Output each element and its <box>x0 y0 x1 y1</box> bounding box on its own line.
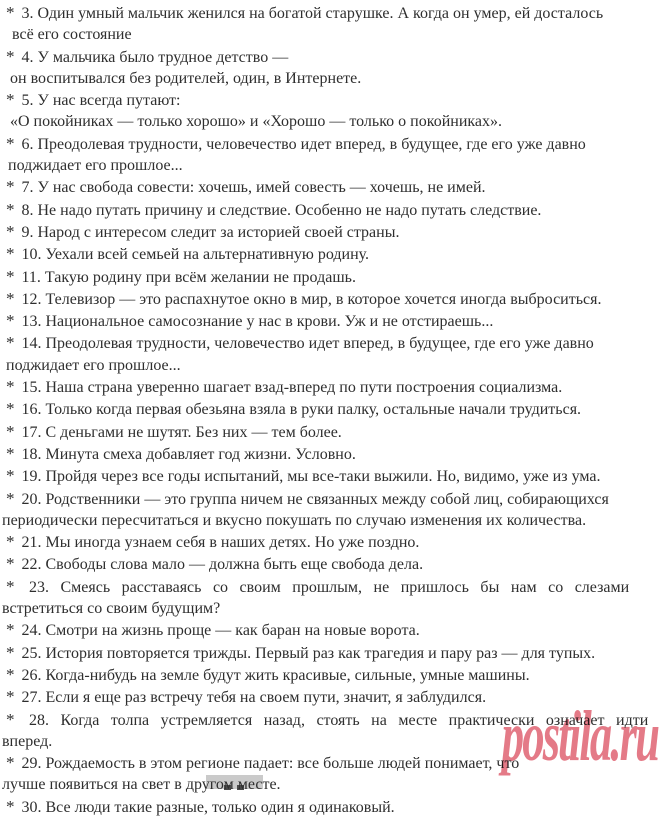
asterisk-bullet-icon: * <box>6 421 15 441</box>
aphorism-line-continuation: вперед. <box>2 732 53 750</box>
aphorism-line-continuation: поджидает его прошлое... <box>6 356 181 374</box>
aphorism-item <box>2 531 656 553</box>
aphorism-line-continuation: лучше появиться на свет в другом месте. <box>2 776 281 794</box>
asterisk-bullet-icon: * <box>6 576 15 596</box>
aphorism-item <box>2 664 656 686</box>
asterisk-bullet-icon: * <box>6 554 15 574</box>
asterisk-bullet-icon: * <box>6 488 15 508</box>
aphorism-line: * 7. У нас свобода совести: хочешь, имей совесть — хочешь, не имей. <box>6 177 486 197</box>
asterisk-bullet-icon: * <box>6 620 15 640</box>
aphorism-line: * 17. С деньгами не шутят. Без них — тем более. <box>6 421 342 441</box>
asterisk-bullet-icon: * <box>6 642 15 662</box>
aphorism-line: * 25. История повторяется трижды. Первый раз как трагедия и пару раз — для тупых. <box>6 642 596 662</box>
asterisk-bullet-icon: * <box>6 466 15 486</box>
aphorism-line: * 30. Все люди такие разные, только один я одинаковый. <box>6 796 395 816</box>
aphorism-item <box>2 243 656 265</box>
aphorism-item <box>2 642 656 664</box>
aphorism-line: * 14. Преодолевая трудности, человечество идет вперед, в будущее, где его уже давно <box>6 333 594 353</box>
asterisk-bullet-icon: * <box>6 177 15 197</box>
asterisk-bullet-icon: * <box>6 90 15 110</box>
aphorism-item <box>2 443 656 465</box>
asterisk-bullet-icon: * <box>6 199 15 219</box>
aphorism-line: * 22. Свободы слова мало — должна быть еще свобода дела. <box>6 554 424 574</box>
aphorism-line: * 13. Национальное самосознание у нас в крови. Уж и не отстираешь... <box>6 311 494 331</box>
aphorism-item <box>2 619 656 641</box>
asterisk-bullet-icon: * <box>6 377 15 397</box>
aphorism-item <box>2 2 656 46</box>
aphorism-item <box>2 199 656 221</box>
aphorism-line: * 26. Когда-нибудь на земле будут жить красивые, сильные, умные машины. <box>6 664 530 684</box>
watermark-postila: postila.ru <box>501 696 658 776</box>
aphorism-item <box>2 398 656 420</box>
asterisk-bullet-icon: * <box>6 3 15 22</box>
asterisk-bullet-icon: * <box>6 46 15 66</box>
aphorism-line-continuation: он воспитывался без родителей, один, в Интернете. <box>10 69 362 87</box>
aphorism-line: * 20. Родственники — это группа ничем не связанных между собой лиц, собирающихся <box>6 488 609 508</box>
aphorism-item <box>2 310 656 332</box>
aphorism-line-continuation: «О покойниках — только хорошо» и «Хорошо — только о покойниках». <box>10 113 503 131</box>
aphorism-line-continuation: встретиться со своим будущим? <box>2 600 221 618</box>
aphorism-item <box>2 488 656 532</box>
asterisk-bullet-icon: * <box>6 221 15 241</box>
aphorism-line: * 23. Смеясь расставаясь со своим прошлым, не пришлось бы нам со слезами <box>6 576 630 596</box>
aphorism-item <box>2 709 656 753</box>
aphorism-item <box>2 133 656 177</box>
asterisk-bullet-icon: * <box>6 311 15 331</box>
aphorism-item <box>2 421 656 443</box>
aphorism-item <box>2 89 656 133</box>
aphorism-line-continuation: периодически пересчитаться и вкусно покушать по случаю изменения их количества. <box>2 511 587 529</box>
asterisk-bullet-icon: * <box>6 443 15 463</box>
aphorism-item <box>2 796 656 818</box>
aphorism-line-continuation: всё его состояние <box>12 26 132 44</box>
aphorism-line: * 5. У нас всегда путают: <box>6 90 181 110</box>
aphorism-line: * 16. Только когда первая обезьяна взяла в руки палку, остальные начали трудиться. <box>6 399 582 419</box>
aphorism-line: * 24. Смотри на жизнь проще — как баран на новые ворота. <box>6 620 420 640</box>
aphorism-item <box>2 332 656 376</box>
aphorism-item <box>2 221 656 243</box>
aphorism-line: * 6. Преодолевая трудности, человечество идет вперед, в будущее, где его уже давно <box>6 133 586 153</box>
aphorism-line: * 4. У мальчика было трудное детство — <box>6 46 289 66</box>
aphorism-item <box>2 288 656 310</box>
aphorism-line: * 18. Минута смеха добавляет год жизни. Условно. <box>6 443 356 463</box>
aphorism-line: * 9. Народ с интересом следит за историей своей страны. <box>6 221 400 241</box>
asterisk-bullet-icon: * <box>6 244 15 264</box>
aphorism-line-continuation: поджидает его прошлое... <box>8 157 183 175</box>
aphorism-item <box>2 553 656 575</box>
aphorism-list <box>2 2 656 818</box>
asterisk-bullet-icon: * <box>6 709 15 729</box>
aphorism-line: * 15. Наша страна уверенно шагает взад-вперед по пути построения социализма. <box>6 377 563 397</box>
aphorism-item <box>2 576 656 620</box>
asterisk-bullet-icon: * <box>6 687 15 707</box>
aphorism-item <box>2 176 656 198</box>
asterisk-bullet-icon: * <box>6 532 15 552</box>
aphorism-line: * 3. Один умный мальчик женился на богатой старушке. А когда он умер, ей досталось <box>6 3 604 22</box>
aphorism-item <box>2 46 656 90</box>
aphorism-item <box>2 465 656 487</box>
aphorism-line: * 28. Когда толпа устремляется назад, стоять на месте практически означает идти <box>6 709 649 729</box>
asterisk-bullet-icon: * <box>6 333 15 353</box>
asterisk-bullet-icon: * <box>6 288 15 308</box>
asterisk-bullet-icon: * <box>6 133 15 153</box>
asterisk-bullet-icon: * <box>6 664 15 684</box>
aphorism-line: * 19. Пройдя через все годы испытаний, мы все-таки выжили. Но, видимо, уже из ума. <box>6 466 601 486</box>
aphorism-line: * 12. Телевизор — это распахнутое окно в мир, в которое хочется иногда выброситься. <box>6 288 602 308</box>
aphorism-item <box>2 266 656 288</box>
aphorism-item <box>2 752 656 796</box>
asterisk-bullet-icon: * <box>6 753 15 773</box>
aphorism-line: * 10. Уехали всей семьей на альтернативную родину. <box>6 244 370 264</box>
aphorism-line: * 11. Такую родину при всём желании не продашь. <box>6 266 356 286</box>
aphorism-item <box>2 686 656 708</box>
asterisk-bullet-icon: * <box>6 266 15 286</box>
aphorism-item <box>2 376 656 398</box>
aphorism-line: * 21. Мы иногда узнаем себя в наших детях. Но уже поздно. <box>6 532 420 552</box>
aphorism-line: * 8. Не надо путать причину и следствие. Особенно не надо путать следствие. <box>6 199 542 219</box>
aphorism-line: * 27. Если я еще раз встречу тебя на своем пути, значит, я заблудился. <box>6 687 487 707</box>
aphorism-line: * 29. Рождаемость в этом регионе падает: все больше людей понимает, что <box>6 753 520 773</box>
asterisk-bullet-icon: * <box>6 399 15 419</box>
asterisk-bullet-icon: * <box>6 796 15 816</box>
